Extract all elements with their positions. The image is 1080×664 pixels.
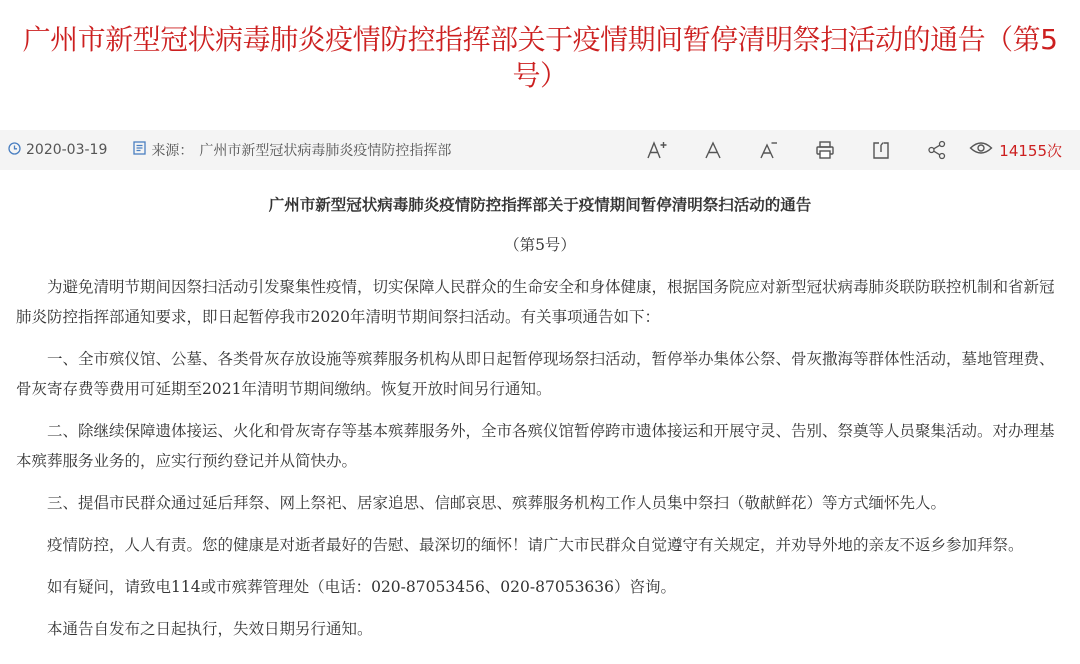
article-paragraph: 疫情防控，人人有责。您的健康是对逝者最好的告慰、最深切的缅怀！请广大市民群众自觉遵守有关规定，并劝导外地的亲友不返乡参加拜祭。 xyxy=(47,536,1024,554)
eye-icon xyxy=(969,140,993,160)
font-normal-button[interactable] xyxy=(685,130,741,170)
view-count-text: 14155次 xyxy=(999,141,1062,160)
font-increase-icon xyxy=(646,140,668,160)
article-paragraph: 如有疑问，请致电114或市殡葬管理处（电话：020-87053456、020-87053636）咨询。 xyxy=(47,578,677,596)
share-icon xyxy=(927,140,947,160)
article-paragraph: 为避免清明节期间因祭扫活动引发聚集性疫情，切实保障人民群众的生命安全和身体健康，根据国务院应对新型冠状病毒肺炎联防联控机制和省新冠肺炎防控指挥部通知要求，即日起暂停我市2020年清明节期间祭扫活动。有关事项通告如下： xyxy=(16,278,1055,326)
article-paragraph: 本通告自发布之日起执行，失效日期另行通知。 xyxy=(47,620,373,638)
share-button[interactable] xyxy=(909,130,965,170)
open-external-icon xyxy=(871,140,891,160)
source-label: 来源： xyxy=(151,143,194,159)
article-paragraph: 三、提倡市民群众通过延后拜祭、网上祭祀、居家追思、信邮哀思、殡葬服务机构工作人员集中祭扫（敬献鲜花）等方式缅怀先人。 xyxy=(47,494,947,512)
clock-icon xyxy=(8,142,21,159)
printer-icon xyxy=(815,140,835,160)
font-normal-icon xyxy=(704,140,722,160)
meta-bar xyxy=(0,130,1080,170)
print-button[interactable] xyxy=(797,130,853,170)
publish-date-text: 2020-03-19 xyxy=(26,142,108,158)
page-title: 广州市新型冠状病毒肺炎疫情防控指挥部关于疫情期间暂停清明祭扫活动的通告（第5号） xyxy=(22,23,1058,92)
meta-info xyxy=(0,140,477,160)
source-name: 广州市新型冠状病毒肺炎疫情防控指挥部 xyxy=(199,143,452,159)
document-icon xyxy=(133,141,146,159)
font-decrease-icon xyxy=(759,140,779,160)
article-body xyxy=(16,190,1064,656)
article-number: （第5号） xyxy=(504,236,576,254)
article-paragraph: 一、全市殡仪馆、公墓、各类骨灰存放设施等殡葬服务机构从即日起暂停现场祭扫活动，暂停举办集体公祭、骨灰撒海等群体性活动，墓地管理费、骨灰寄存费等费用可延期至2021年清明节期间缴纳。恢复开放时间另行通知。 xyxy=(16,350,1055,398)
article-toolbar xyxy=(629,130,1062,170)
font-decrease-button[interactable] xyxy=(741,130,797,170)
open-external-button[interactable] xyxy=(853,130,909,170)
font-increase-button[interactable] xyxy=(629,130,685,170)
publish-date xyxy=(8,142,107,159)
view-count xyxy=(969,140,1062,161)
source-info xyxy=(133,140,451,160)
article-paragraph: 二、除继续保障遗体接运、火化和骨灰寄存等基本殡葬服务外，全市各殡仪馆暂停跨市遗体接运和开展守灵、告别、祭奠等人员聚集活动。对办理基本殡葬服务业务的，应实行预约登记并从简快办。 xyxy=(16,422,1055,470)
article-title: 广州市新型冠状病毒肺炎疫情防控指挥部关于疫情期间暂停清明祭扫活动的通告 xyxy=(268,195,812,214)
